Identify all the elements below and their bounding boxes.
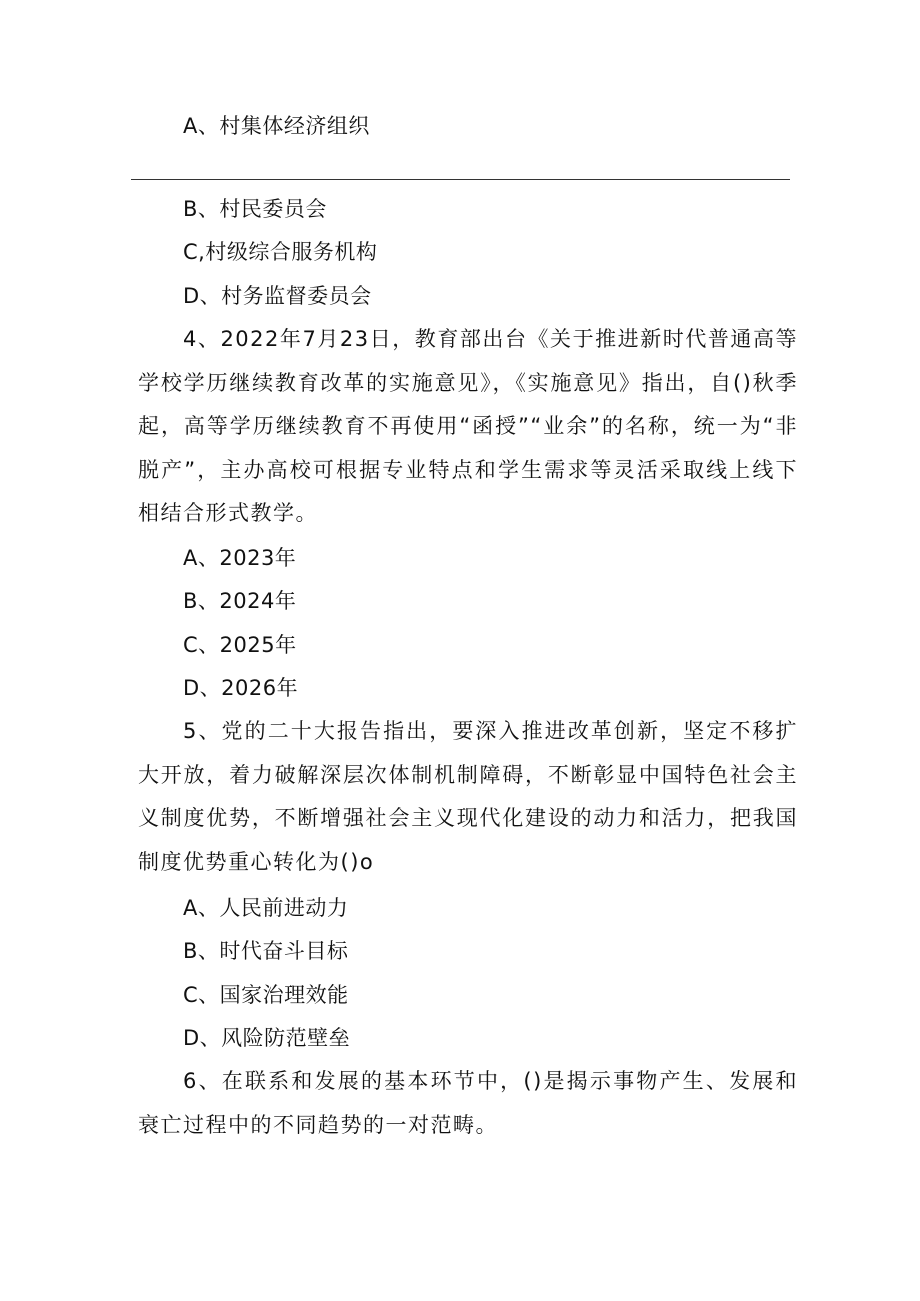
q5-option-a: A、人民前进动力 <box>183 896 349 920</box>
q5-stem: 5、党的二十大报告指出，要深入推进改革创新，坚定不移扩大开放，着力破解深层次体制机制障碍，不断彰显中国特色社会主义制度优势，不断增强社会主义现代化建设的动力和活力，把我国制度优势重心转化为()o <box>138 719 798 874</box>
q3-option-c: C,村级综合服务机构 <box>183 240 378 264</box>
q6-stem: 6、在联系和发展的基本环节中，()是揭示事物产生、发展和衰亡过程中的不同趋势的一对范畴。 <box>138 1069 798 1137</box>
q4-stem: 4、2022年7月23日，教育部出台《关于推进新时代普通高等学校学历继续教育改革的实施意见》，《实施意见》指出，自()秋季起，高等学历继续教育不再使用“函授”“业余”的名称，统一为“非脱产”，主办高校可根据专业特点和学生需求等灵活采取线上线下相结合形式教学。 <box>138 327 798 525</box>
q3-option-d: D、村务监督委员会 <box>183 284 372 308</box>
page-divider <box>131 179 790 180</box>
q5-option-d: D、风险防范壁垒 <box>183 1026 351 1050</box>
q3-option-a: A、村集体经济组织 <box>183 114 370 138</box>
q5-option-b: B、时代奋斗目标 <box>183 939 349 963</box>
q4-option-d: D、2026年 <box>183 676 299 700</box>
q3-option-b: B、村民委员会 <box>183 197 327 221</box>
q4-option-b: B、2024年 <box>183 589 297 613</box>
q4-option-c: C、2025年 <box>183 633 297 657</box>
q4-option-a: A、2023年 <box>183 546 297 570</box>
q5-option-c: C、国家治理效能 <box>183 983 349 1007</box>
